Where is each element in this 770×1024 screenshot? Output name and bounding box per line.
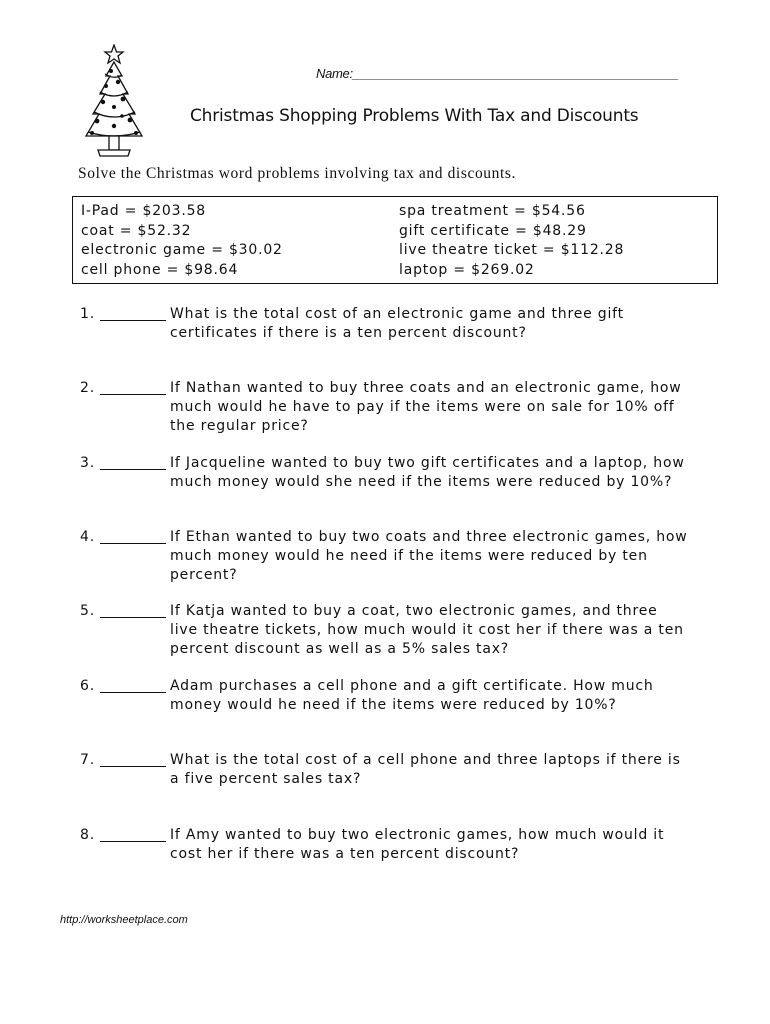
problem-text: Adam purchases a cell phone and a gift certificate. How much money would he need if the items were reduced by 10%? xyxy=(170,678,654,713)
problem-item xyxy=(80,677,690,715)
price-item: laptop = $269.02 xyxy=(399,261,535,278)
instructions: Solve the Christmas word problems involving tax and discounts. xyxy=(78,165,517,182)
problem-text: What is the total cost of a cell phone and three laptops if there is a five percent sales tax? xyxy=(170,752,681,787)
problem-number: 6. xyxy=(80,678,95,694)
price-list-left-column xyxy=(81,202,283,280)
answer-blank[interactable] xyxy=(100,826,166,842)
problem-number: 3. xyxy=(80,455,95,471)
problem-text: If Katja wanted to buy a coat, two electronic games, and three live theatre tickets, how much would it cost her if there was a ten percent discount as well as a 5% sales tax? xyxy=(170,603,684,657)
answer-blank[interactable] xyxy=(100,454,166,470)
answer-blank[interactable] xyxy=(100,379,166,395)
problem-number: 1. xyxy=(80,306,95,322)
problem-item xyxy=(80,528,690,585)
problem-number: 8. xyxy=(80,827,95,843)
problem-item xyxy=(80,602,690,659)
answer-blank[interactable] xyxy=(100,751,166,767)
price-item: spa treatment = $54.56 xyxy=(399,203,586,219)
problem-number: 5. xyxy=(80,603,95,619)
price-list-box xyxy=(72,196,718,284)
price-item: electronic game = $30.02 xyxy=(81,242,283,258)
answer-blank[interactable] xyxy=(100,528,166,544)
problem-item xyxy=(80,826,690,864)
price-item: I-Pad = $203.58 xyxy=(81,203,206,219)
problem-text: What is the total cost of an electronic game and three gift certificates if there is a ten percent discount? xyxy=(170,306,624,341)
problem-item xyxy=(80,305,690,343)
problem-text: If Amy wanted to buy two electronic games, how much would it cost her if there was a ten percent discount? xyxy=(170,827,665,862)
problem-text: If Ethan wanted to buy two coats and three electronic games, how much money would he need if the items were reduced by ten percent? xyxy=(170,529,688,583)
page-title: Christmas Shopping Problems With Tax and Discounts xyxy=(190,106,639,126)
problem-number: 4. xyxy=(80,529,95,545)
problem-number: 2. xyxy=(80,380,95,396)
problem-item xyxy=(80,454,690,492)
price-list-right-column xyxy=(399,202,624,280)
problem-text: If Nathan wanted to buy three coats and an electronic game, how much would he have to pay if the items were on sale for 10% off the regular price? xyxy=(170,380,682,434)
answer-blank[interactable] xyxy=(100,677,166,693)
price-item: gift certificate = $48.29 xyxy=(399,222,587,239)
problem-item xyxy=(80,751,690,789)
problem-item xyxy=(80,379,690,436)
name-field-label: Name:_______________________________________________ xyxy=(316,66,679,81)
answer-blank[interactable] xyxy=(100,305,166,321)
christmas-tree-icon xyxy=(78,44,150,162)
price-item: cell phone = $98.64 xyxy=(81,261,239,278)
problem-number: 7. xyxy=(80,752,95,768)
footer-url[interactable]: http://worksheetplace.com xyxy=(60,914,188,926)
price-item: coat = $52.32 xyxy=(81,222,192,239)
problem-text: If Jacqueline wanted to buy two gift certificates and a laptop, how much money would she need if the items were reduced by 10%? xyxy=(170,455,685,490)
price-item: live theatre ticket = $112.28 xyxy=(399,242,625,258)
answer-blank[interactable] xyxy=(100,602,166,618)
